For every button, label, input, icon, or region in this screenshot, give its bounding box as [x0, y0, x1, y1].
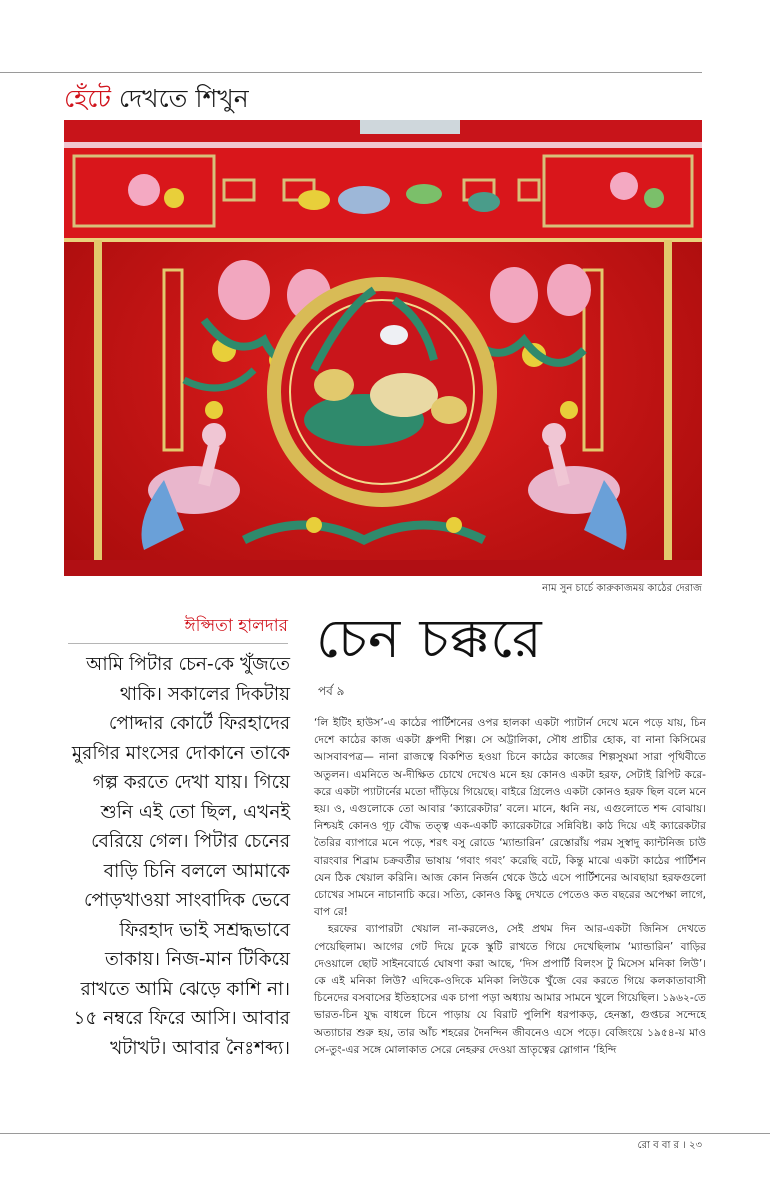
top-rule	[0, 72, 702, 73]
episode-label: পর্ব ৯	[318, 684, 345, 698]
body-paragraph: ‘লি ইটিং হাউস’-এ কাঠের পার্টিশনের ওপর হালকা একটা প্যাটার্ন দেখে মনে পড়ে যায়, চিন দেশে কাঠের কাজ একটা ধ্রুপদী শিল্প। সে অট্টালিকা, সৌধ প্রাচীর হোক, বা নানা কিসিমের আসবাবপত্র— নানা রাজত্বে বিকশিত হওয়া চিনে কাঠের কাজের শিল্পসুষমা সারা পৃথিবীতে অতুলন। এমনিতে অ-দীক্ষিত চোখে দেখেও মনে হয় কোনও একটা হরফ, সেটাই রিপিট করে-করে একটা প্যাটার্নের মতো দাঁড়িয়ে গিয়েছে। বাইরে গ্রিলেও একটা কোনও হরফ ছিল বলে মনে হয়। ও, এগুলোকে তো আবার ‘ক্যারেকটার’ বলে। মানে, ধ্বনি নয়, এগুলোতে শব্দ বোঝায়। নিশ্চয়ই কোনও গূঢ় বৌদ্ধ তত্ত্ব এক-একটি ক্যারেকটারে সন্নিবিষ্ট। কাঠ দিয়ে এই ক্যারেকটার তৈরির ব্যাপারে মনে পড়ে, শরৎ বসু রোডে ‘ম্যান্ডারিন’ রেস্তোরাঁয় পরম সুস্বাদু ক্যান্টনিজ চাউ বারংবার শিব্রাম চক্রবর্তীর ভাষায় ‘গবাং গবং’ করেছি বটে, কিন্তু মাঝে একটা কাঠের পার্টিশন যেন ঠিক খেয়াল করিনি। আজ কোন নির্জন থেকে উঠে এসে পার্টিশনের আবছায়া হরফগুলো চোখের সামনে নাচানাচি করে। সত্যি, কোনও কিছু দেখতে পেতেও কত বছরের অপেক্ষা লাগে, বাপ রে!	[314, 717, 706, 919]
section-heading-accent: হেঁটে	[64, 84, 111, 113]
bottom-rule	[0, 1133, 770, 1134]
page-folio: রো ব বা র । ২৩	[637, 1140, 702, 1151]
article-title: চেন চক্করে	[316, 607, 543, 670]
section-heading	[64, 82, 249, 116]
section-heading-rest: দেখতে শিখুন	[118, 84, 249, 113]
photo-caption: নাম সুন চার্চে কারুকাজময় কাঠের দেরাজ	[542, 583, 702, 594]
author-byline: ঈপ্সিতা হালদার	[184, 616, 288, 636]
body-paragraph: হরফের ব্যাপারটা খেয়াল না-করলেও, সেই প্রথম দিন আর-একটা জিনিস দেখতে পেয়েছিলাম। আগের গেট দিয়ে ঢুকে স্কুটি রাখতে গিয়ে দেখেছিলাম ‘ম্যান্ডারিন’ বাড়ির দেওয়ালে ছোট সাইনবোর্ডে ঘোষণা করা আছে, ‘দিস প্রপার্টি বিলংস টু মিসেস মনিকা লিউ’। কে এই মনিকা লিউ? এদিকে-ওদিকে মনিকা লিউকে খুঁজে বের করতে গিয়ে কলকাতাবাসী চিনেদের বসবাসের ইতিহাসের এক চাপা পড়া অধ্যায় আমার সামনে খুলে গিয়েছিল। ১৯৬২-তে ভারত-চিন যুদ্ধ বাধলে চিনে পাড়ায় যে বিরাট পুলিশি ধরপাকড়, হেনস্তা, গুপ্তচর সন্দেহে অত্যাচার শুরু হয়, তার আঁচ শহরের দৈনন্দিন জীবনেও এসে পড়ে। বেজিংয়ে ১৯৫৪-য় মাও সে-তুং-এর সঙ্গে মোলাকাত সেরে নেহরুর দেওয়া ভ্রাতৃত্বের স্লোগান ‘হিন্দি	[314, 923, 706, 1056]
article-body	[314, 715, 706, 1059]
byline-rule	[68, 643, 288, 644]
carved-cabinet-photo	[64, 120, 702, 576]
lead-column: আমি পিটার চেন-কে খুঁজতে থাকি। সকালের দিকটায় পোদ্দার কোর্টে ফিরহাদের মুরগির মাংসের দোকানে তাকে গল্প করতে দেখা যায়। গিয়ে শুনি এই তো ছিল, এখনই বেরিয়ে গেল। পিটার চেনের বাড়ি চিনি বললে আমাকে পোড়খাওয়া সাংবাদিক ভেবে ফিরহাদ ভাই সশ্রদ্ধভাবে তাকায়। নিজ-মান টিকিয়ে রাখতে আমি ঝেড়ে কাশি না। ১৫ নম্বরে ফিরে আসি। আবার খটাখট। আবার নৈঃশব্দ্য।	[71, 654, 290, 1059]
